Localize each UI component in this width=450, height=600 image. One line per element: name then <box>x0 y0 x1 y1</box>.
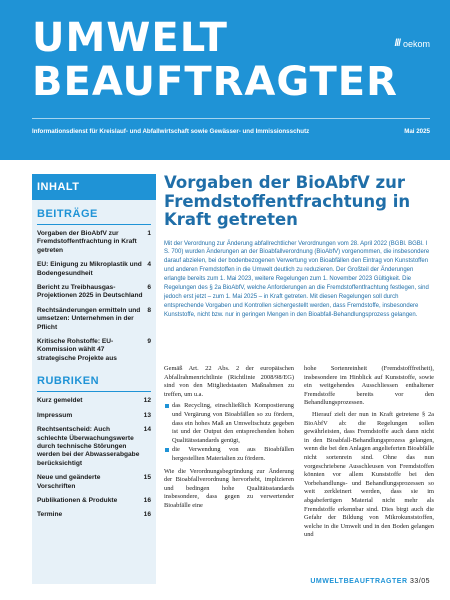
article-body <box>164 365 434 543</box>
article-headline: Vorgaben der BioAbfV zur Fremdstoffentfrachtung in Kraft getreten <box>164 173 411 229</box>
toc-entry-title: Rechtsentscheid: Auch schlechte Überwachungswerte durch technische Störungen werden bei der Abwasserabgabe berücksichtigt <box>37 426 140 467</box>
toc-entry-page: 8 <box>147 306 151 314</box>
table-of-contents <box>32 174 156 584</box>
tagline: Informationsdienst für Kreislauf- und Abfallwirtschaft sowie Gewässer- und Immissionsschutz <box>32 128 310 135</box>
article-lead: Mit der Verordnung zur Änderung abfallrechtlicher Verordnungen vom 28. April 2022 (BGBl. BGBl. I S. 700) wurden Änderungen an der Bioabfallverordnung (BioAbfV) vorgenommen, die insbesondere darauf abzielen, bei der bodenbezogenen Verwertung von Bioabfällen den Eintrag von Kunststoffen und anderen Fremdstoffen in die Umwelt deutlich zu reduzieren. Der Großteil der Änderungen erlangte bereits zum 1. Mai 2023, weitere Regelungen zum 1. November 2023 Gültigkeit. Die Regelungen des § 2a BioAbfV, welche Anforderungen an die Fremdstoffentfrachtung festlegen, sind jedoch erst jetzt – zum 1. Mai 2025 – in Kraft getreten. Mit diesen Regelungen soll durch entsprechende Vorgaben und Kontrollen sichergestellt werden, dass Fremdstoffe, insbesondere Kunststoffe, nicht bzw. nur in geringen Mengen in den Bioabfall-Behandlungsprozess gelangen. <box>164 240 430 318</box>
beitraege-list <box>32 228 156 367</box>
tagline-row <box>32 118 430 144</box>
square-bullet-icon <box>165 404 169 408</box>
article-column-1 <box>164 365 294 543</box>
issue-date: Mai 2025 <box>404 128 430 135</box>
toc-heading: INHALT <box>32 174 156 200</box>
publisher-logo-icon: /// <box>394 38 400 49</box>
page-footer <box>310 578 430 585</box>
toc-entry-title: Kurz gemeldet <box>37 397 83 405</box>
toc-entry[interactable] <box>32 424 156 472</box>
toc-entry-page: 9 <box>147 338 151 346</box>
footer-brand-a: UMWELT <box>310 578 344 585</box>
toc-entry[interactable] <box>32 509 156 523</box>
paragraph: hohe Sortenreinheit (Fremdstofffreiheit), insbesondere im Hinblick auf Kunststoffe, sowie ein weitgehendes Ausschliessen enthaltener Fremdstoffe bereits vor den Behandlungsprozessen. <box>304 365 434 407</box>
toc-entry[interactable] <box>32 259 156 282</box>
toc-entry-page: 13 <box>143 411 151 419</box>
footer-page-ref: 33/05 <box>409 578 430 585</box>
toc-entry[interactable] <box>32 305 156 336</box>
toc-section-beitraege: BEITRÄGE <box>37 208 98 220</box>
toc-entry-title: Neue und geänderte Vorschriften <box>37 474 101 490</box>
toc-entry[interactable] <box>32 395 156 409</box>
toc-entry[interactable] <box>32 472 156 495</box>
toc-entry[interactable] <box>32 495 156 509</box>
toc-entry-page: 16 <box>143 496 151 504</box>
square-bullet-icon <box>165 448 169 452</box>
toc-entry-page: 1 <box>147 230 151 237</box>
footer-brand-b: BEAUFTRAGTER <box>343 578 408 585</box>
publisher-name: oekom <box>402 38 430 49</box>
toc-entry-title: Impressum <box>37 411 73 419</box>
lead-article <box>164 174 434 320</box>
toc-entry-title: EU: Einigung zu Mikroplastik und Bodengesundheit <box>37 261 142 277</box>
rubriken-list <box>32 395 156 523</box>
toc-entry-page: 6 <box>147 284 151 292</box>
toc-entry-page: 15 <box>143 474 151 482</box>
publisher-logo <box>395 38 430 49</box>
list-item: die Verwendung von aus Bioabfällen hergestellten Materialien zu fördern. <box>164 446 294 463</box>
section-divider <box>37 391 151 392</box>
list-item: das Recycling, einschließlich Kompostierung und Vergärung von Bioabfällen so zu fördern, dass ein hohes Maß an Umweltschutz gegeben ist und der Output den entsprechenden hohen Qualitätsstandards genügt, <box>164 402 294 445</box>
paragraph: Gemäß Art. 22 Abs. 2 der europäischen Abfallrahmenrichtlinie (Richtlinie 2008/98/EG) sind von den Mitgliedstaaten Maßnahmen zu treffen, um u.a. <box>164 365 294 398</box>
section-divider <box>37 224 151 225</box>
toc-entry-title: Publikationen & Produkte <box>37 496 118 504</box>
toc-entry-title: Termine <box>37 511 63 519</box>
toc-entry-page: 12 <box>143 397 151 405</box>
toc-entry-title: Bericht zu Treibhausgas-Projektionen 2025 in Deutschland <box>37 284 143 300</box>
paragraph: Hierauf zielt der nun in Kraft getretene § 2a BioAbfV ab: die Regelungen sollen gewährleisten, dass Fremdstoffe auch dann nicht in den Bioabfall-Behandlungsprozess gelangen, wenn die bei den Anlagen angelieferten Bioabfälle nicht sortenrein sind. Ohne das nun vorgeschriebene Ausschleusen von Fremdstoffen könnten vor allem Kunststoffe bei den Vorbehandlungs- und Behandlungsprozessen so weit zerkleinert werden, dass sie im abgabefertigen Material nicht mehr als Fremdstoffe erkennbar sind. Dies birgt auch die Gefahr der Bildung von Mikrokunststoffen, welche in die Umwelt und in den Boden gelangen und <box>304 410 434 539</box>
magazine-title-line1: UMWELT <box>32 15 228 61</box>
article-column-2 <box>304 365 434 543</box>
toc-entry-title: Kritische Rohstoffe: EU-Kommission wählt 47 strategische Projekte aus <box>37 338 117 362</box>
toc-entry-title: Rechtsänderungen ermitteln und umsetzen: Unternehmen in der Pflicht <box>37 306 141 331</box>
toc-entry-page: 16 <box>143 511 151 519</box>
toc-entry[interactable] <box>32 282 156 305</box>
masthead <box>0 0 450 160</box>
toc-entry[interactable] <box>32 336 156 367</box>
toc-section-rubriken: RUBRIKEN <box>37 375 100 388</box>
toc-entry-title: Vorgaben der BioAbfV zur Fremdstoffentfrachtung in Kraft getreten <box>37 230 137 254</box>
bullet-list <box>164 402 294 463</box>
toc-entry-page: 4 <box>147 261 151 269</box>
toc-entry[interactable] <box>32 410 156 424</box>
paragraph: Wie die Verordnungsbegründung zur Änderung der Bioabfallverordnung hervorhebt, implizieren und bedingen hohe Qualitätsstandards insbesondere, dass gegen zu verwertender Bioabfälle eine <box>164 467 294 509</box>
toc-entry[interactable] <box>32 228 156 259</box>
toc-entry-page: 14 <box>143 426 151 434</box>
magazine-title-line2: BEAUFTRAGTER <box>32 59 398 105</box>
